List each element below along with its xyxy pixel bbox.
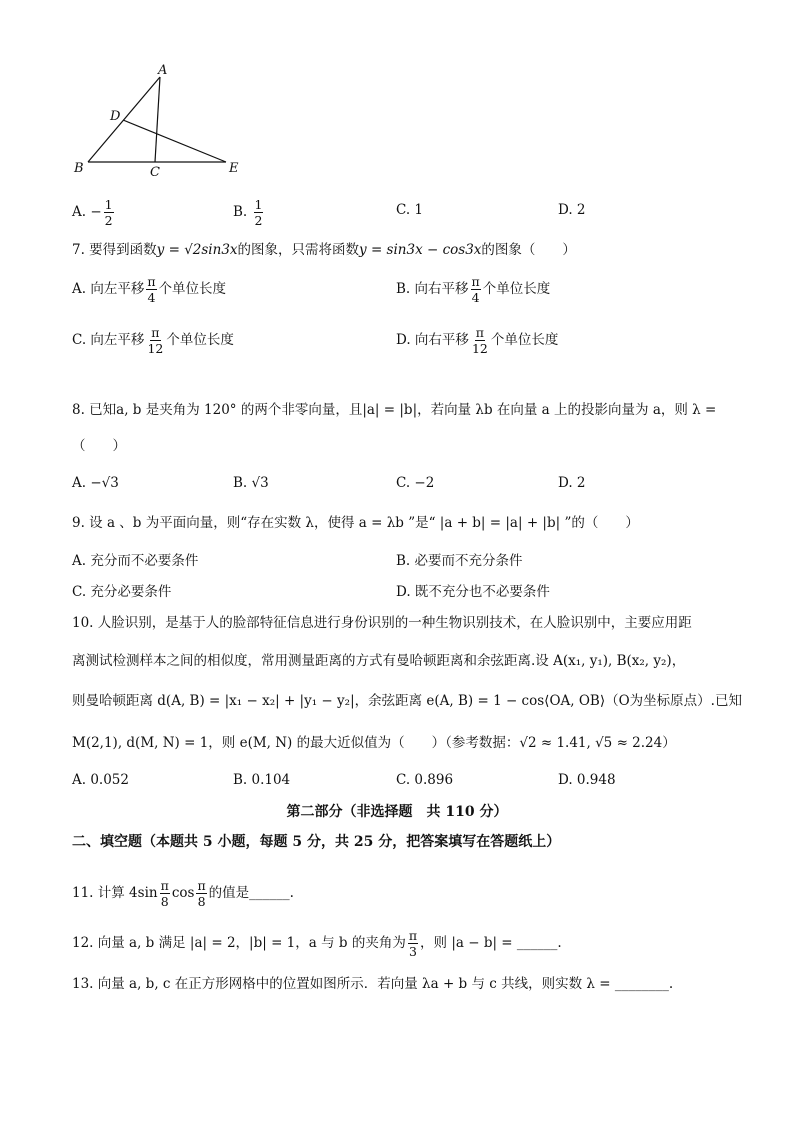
label-B: B: [74, 161, 84, 176]
fraction: [471, 325, 489, 356]
stem-text: 的图象，只需将函数: [237, 242, 360, 258]
q8-option-a: A. −√3: [72, 475, 119, 491]
q6-option-a: [72, 197, 116, 228]
q6-option-d: D. 2: [558, 202, 586, 218]
q10-option-a: A. 0.052: [72, 772, 129, 788]
q6-option-c: C. 1: [396, 202, 424, 218]
numerator: π: [197, 878, 206, 893]
denominator: 12: [147, 341, 164, 356]
q7-option-a: [72, 274, 226, 305]
fraction: [146, 325, 164, 356]
option-text: C. 向左平移: [72, 332, 145, 348]
numerator: π: [471, 274, 480, 289]
numerator: π: [151, 325, 160, 340]
label-E: E: [229, 161, 239, 176]
q9-stem: 9. 设 a 、b 为平面向量，则“存在实数 λ，使得 a = λb ”是“ |a + b| = |a| + |b| ”的（ ）: [72, 515, 639, 531]
part-two-title: 第二部分（非选择题 共 110 分）: [286, 804, 508, 820]
q10-line-1: 10. 人脸识别，是基于人的脸部特征信息进行身份识别的一种生物识别技术，在人脸识别中，主要应用距: [72, 615, 692, 631]
q8-stem: 8. 已知a, b 是夹角为 120° 的两个非零向量，且|a| = |b|，若向量 λb 在向量 a 上的投影向量为 a，则 λ =: [72, 402, 717, 418]
option-text: D. 向右平移: [396, 332, 469, 348]
formula: y = √2sin3x: [156, 242, 238, 258]
q7-option-c: [72, 325, 234, 356]
q13: 13. 向量 a, b, c 在正方形网格中的位置如图所示．若向量 λa + b 与 c 共线，则实数 λ = ________.: [72, 976, 674, 992]
q6-option-b: [233, 197, 265, 228]
section-two-heading: 二、填空题（本题共 5 小题，每题 5 分，共 25 分，把答案填写在答题纸上）: [72, 834, 561, 850]
fraction: [196, 878, 206, 909]
q10-line-2: 离测试检测样本之间的相似度，常用测量距离的方式有曼哈顿距离和余弦距离.设 A(x₁, y₁), B(x₂, y₂)，: [72, 653, 686, 669]
numerator: π: [475, 325, 484, 340]
denominator: 4: [147, 290, 156, 305]
denominator: 3: [408, 944, 417, 959]
q11-text: 的值是______.: [208, 885, 294, 901]
q9-option-a: A. 充分而不必要条件: [72, 553, 199, 569]
fraction: [104, 197, 114, 228]
fraction: [408, 928, 418, 959]
minus-sign: −: [90, 204, 102, 220]
stem-text: 7. 要得到函数: [72, 242, 157, 258]
q10-line-3: 则曼哈顿距离 d(A, B) = |x₁ − x₂| + |y₁ − y₂|，余弦距离 e(A, B) = 1 − cos⟨OA, OB⟩（O为坐标原点）.已知: [72, 693, 742, 709]
fraction: [146, 274, 156, 305]
q7-option-d: [396, 325, 558, 356]
q12-text: ，则 |a − b| = ______.: [420, 935, 562, 951]
q11: [72, 878, 294, 909]
denominator: 12: [471, 341, 488, 356]
q9-option-c: C. 充分必要条件: [72, 584, 172, 600]
q8-option-b: B. √3: [233, 475, 269, 491]
numerator: 1: [254, 197, 263, 212]
q10-option-b: B. 0.104: [233, 772, 291, 788]
denominator: 2: [104, 213, 113, 228]
fraction: [254, 197, 264, 228]
segment-DE: [123, 120, 226, 162]
q8-option-c: C. −2: [396, 475, 435, 491]
option-text: 个单位长度: [482, 281, 551, 297]
option-text: 个单位长度: [158, 281, 227, 297]
q9-option-b: B. 必要而不充分条件: [396, 553, 523, 569]
segment-BA: [88, 77, 160, 162]
q12-text: 12. 向量 a, b 满足 |a| = 2，|b| = 1，a 与 b 的夹角为: [72, 935, 406, 951]
option-text: A. 向左平移: [72, 281, 145, 297]
q12: [72, 928, 562, 959]
q9-option-d: D. 既不充分也不必要条件: [396, 584, 550, 600]
q11-text: 11. 计算 4sin: [72, 885, 158, 901]
numerator: 1: [104, 197, 113, 212]
q7-option-b: [396, 274, 550, 305]
option-label: B.: [233, 204, 248, 220]
option-label: A.: [72, 204, 87, 220]
q10-option-d: D. 0.948: [558, 772, 616, 788]
q10-option-c: C. 0.896: [396, 772, 454, 788]
q7-stem: [72, 240, 576, 260]
q8-option-d: D. 2: [558, 475, 586, 491]
denominator: 4: [471, 290, 480, 305]
label-D: D: [110, 109, 121, 124]
option-text: 个单位长度: [490, 332, 559, 348]
fraction: [471, 274, 481, 305]
numerator: π: [160, 878, 169, 893]
segment-AC: [155, 77, 160, 162]
denominator: 8: [160, 894, 169, 909]
label-A: A: [158, 63, 168, 78]
q11-text: cos: [171, 885, 195, 901]
option-text: 个单位长度: [166, 332, 234, 348]
denominator: 8: [197, 894, 206, 909]
triangle-figure: [72, 62, 262, 182]
denominator: 2: [254, 213, 263, 228]
option-text: B. 向右平移: [396, 281, 469, 297]
fraction: [160, 878, 170, 909]
q10-line-4: M(2,1), d(M, N) = 1，则 e(M, N) 的最大近似值为（ ）（参考数据：√2 ≈ 1.41, √5 ≈ 2.24）: [72, 735, 676, 751]
formula: y = sin3x − cos3x: [359, 242, 482, 258]
numerator: π: [147, 274, 156, 289]
numerator: π: [408, 928, 418, 943]
q8-paren: （ ）: [72, 438, 126, 454]
label-C: C: [150, 165, 160, 180]
stem-text: 的图象（ ）: [481, 242, 576, 258]
